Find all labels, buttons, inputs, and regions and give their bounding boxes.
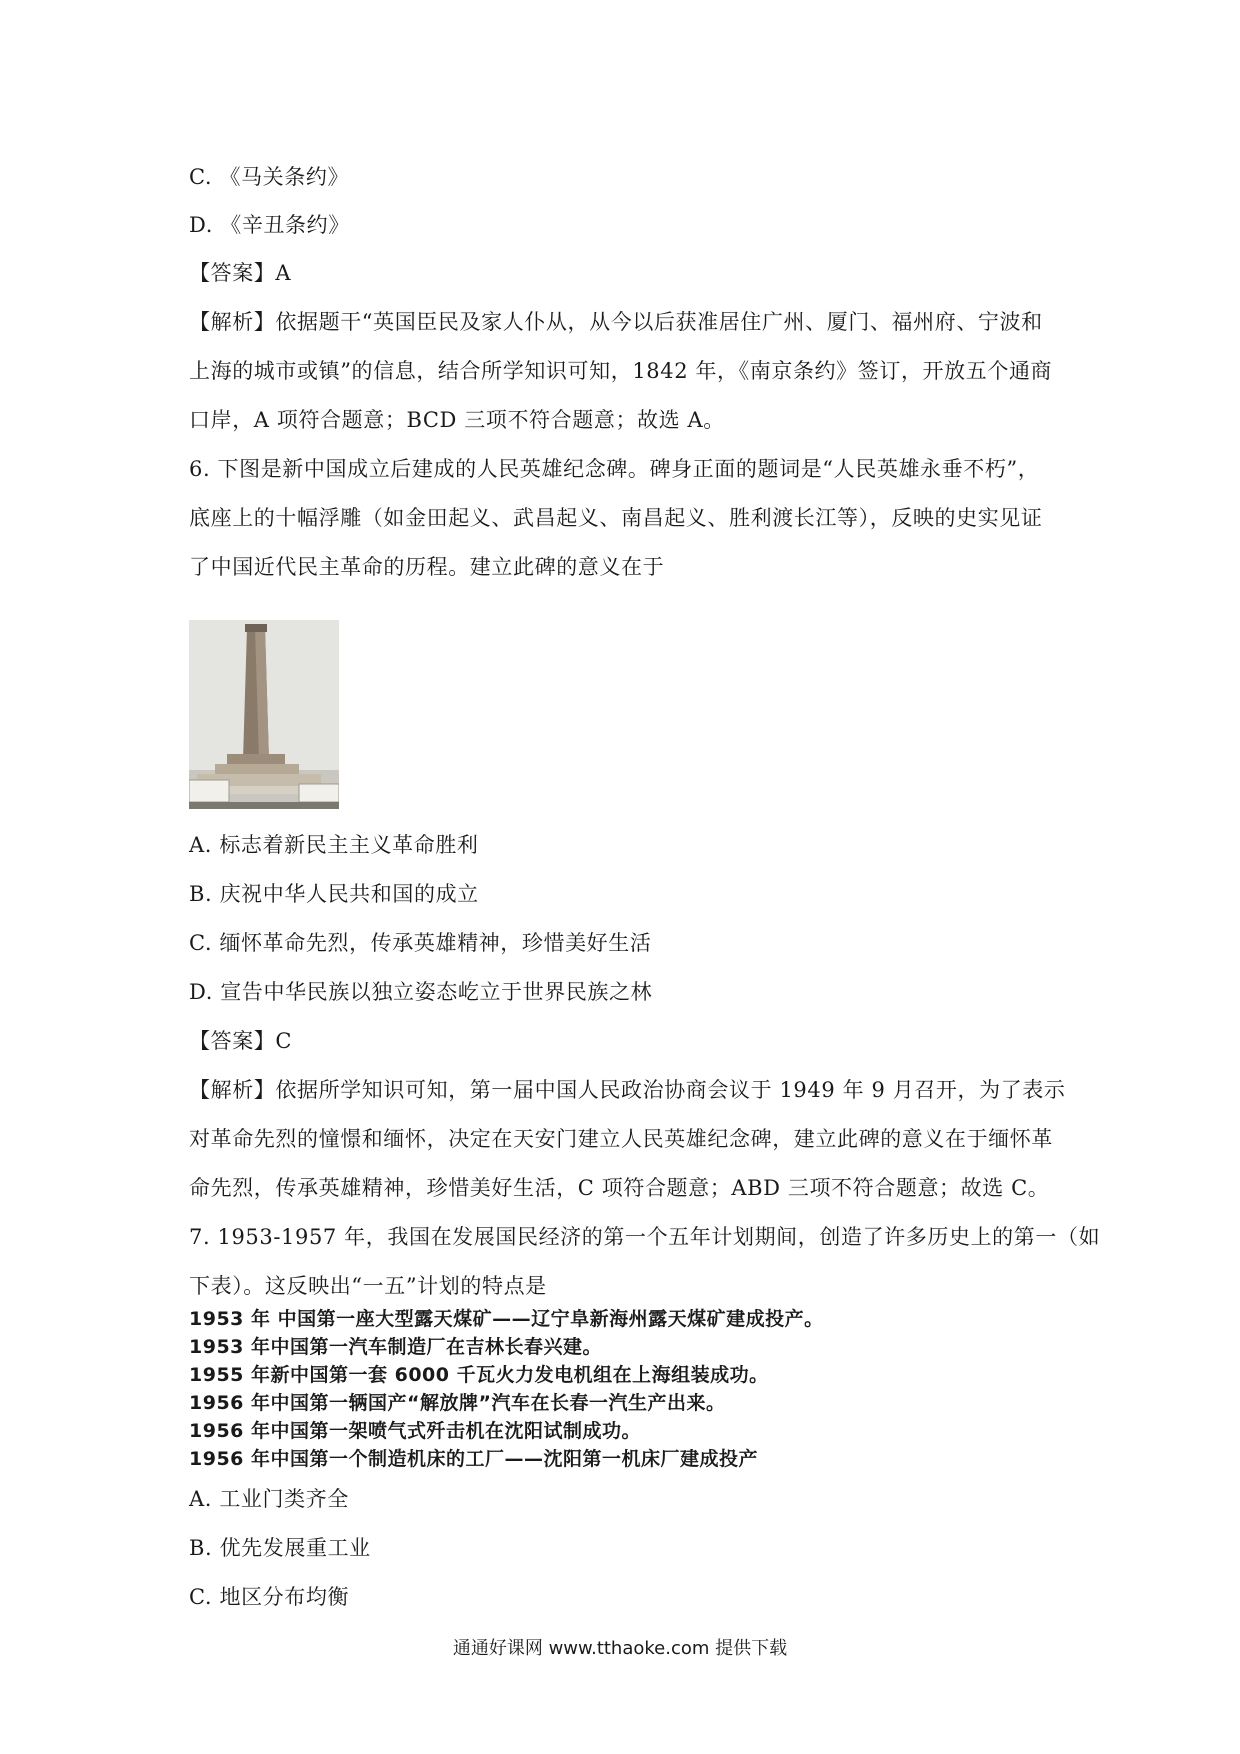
table-row: 1955 年新中国第一套 6000 千瓦火力发电机组在上海组装成功。 [189, 1364, 769, 1386]
analysis-6-line-3: 命先烈，传承英雄精神，珍惜美好生活，C 项符合题意；ABD 三项不符合题意；故选 C。 [189, 1176, 1050, 1200]
answer-5: 【答案】A [189, 261, 292, 285]
line-c-maguan: C. 《马关条约》 [189, 165, 350, 189]
table-row: 1956 年中国第一辆国产“解放牌”汽车在长春一汽生产出来。 [189, 1392, 726, 1414]
page-footer: 通通好课网 www.tthaoke.com 提供下载 [452, 1638, 788, 1659]
table-row: 1956 年中国第一个制造机床的工厂——沈阳第一机床厂建成投产 [189, 1448, 758, 1470]
question-7-line-2: 下表）。这反映出“一五”计划的特点是 [189, 1274, 547, 1298]
answer-6: 【答案】C [189, 1029, 293, 1053]
table-row: 1953 年中国第一汽车制造厂在吉林长春兴建。 [189, 1336, 602, 1358]
table-row: 1956 年中国第一架喷气式歼击机在沈阳试制成功。 [189, 1420, 641, 1442]
line-d-xinchou: D. 《辛丑条约》 [189, 213, 350, 237]
table-row: 1953 年 中国第一座大型露天煤矿——辽宁阜新海州露天煤矿建成投产。 [189, 1308, 824, 1330]
analysis-5-line-3: 口岸，A 项符合题意；BCD 三项不符合题意；故选 A。 [189, 408, 725, 432]
monument-photo [189, 620, 339, 809]
option-7c: C. 地区分布均衡 [189, 1585, 350, 1609]
option-6b: B. 庆祝中华人民共和国的成立 [189, 882, 479, 906]
option-6a: A. 标志着新民主主义革命胜利 [189, 833, 479, 857]
question-7-line-1: 7. 1953-1957 年，我国在发展国民经济的第一个五年计划期间，创造了许多历史上的第一（如 [189, 1225, 1101, 1249]
analysis-6-line-2: 对革命先烈的憧憬和缅怀，决定在天安门建立人民英雄纪念碑，建立此碑的意义在于缅怀革 [189, 1127, 1053, 1151]
analysis-5-line-2: 上海的城市或镇”的信息，结合所学知识可知，1842 年，《南京条约》签订，开放五个通商 [189, 359, 1053, 383]
monument-illustration [189, 620, 339, 809]
option-7b: B. 优先发展重工业 [189, 1536, 371, 1560]
analysis-6-line-1: 【解析】依据所学知识可知，第一届中国人民政治协商会议于 1949 年 9 月召开，为了表示 [189, 1078, 1066, 1102]
option-6d: D. 宣告中华民族以独立姿态屹立于世界民族之林 [189, 980, 653, 1004]
question-6-line-3: 了中国近代民主革命的历程。建立此碑的意义在于 [189, 555, 665, 579]
question-6-line-2: 底座上的十幅浮雕（如金田起义、武昌起义、南昌起义、胜利渡长江等），反映的史实见证 [189, 506, 1043, 530]
option-6c: C. 缅怀革命先烈，传承英雄精神，珍惜美好生活 [189, 931, 652, 955]
option-7a: A. 工业门类齐全 [189, 1487, 349, 1511]
analysis-5-line-1: 【解析】依据题干“英国臣民及家人仆从，从今以后获准居住广州、厦门、福州府、宁波和 [189, 310, 1043, 334]
question-6-line-1: 6. 下图是新中国成立后建成的人民英雄纪念碑。碑身正面的题词是“人民英雄永垂不朽”， [189, 457, 1040, 481]
